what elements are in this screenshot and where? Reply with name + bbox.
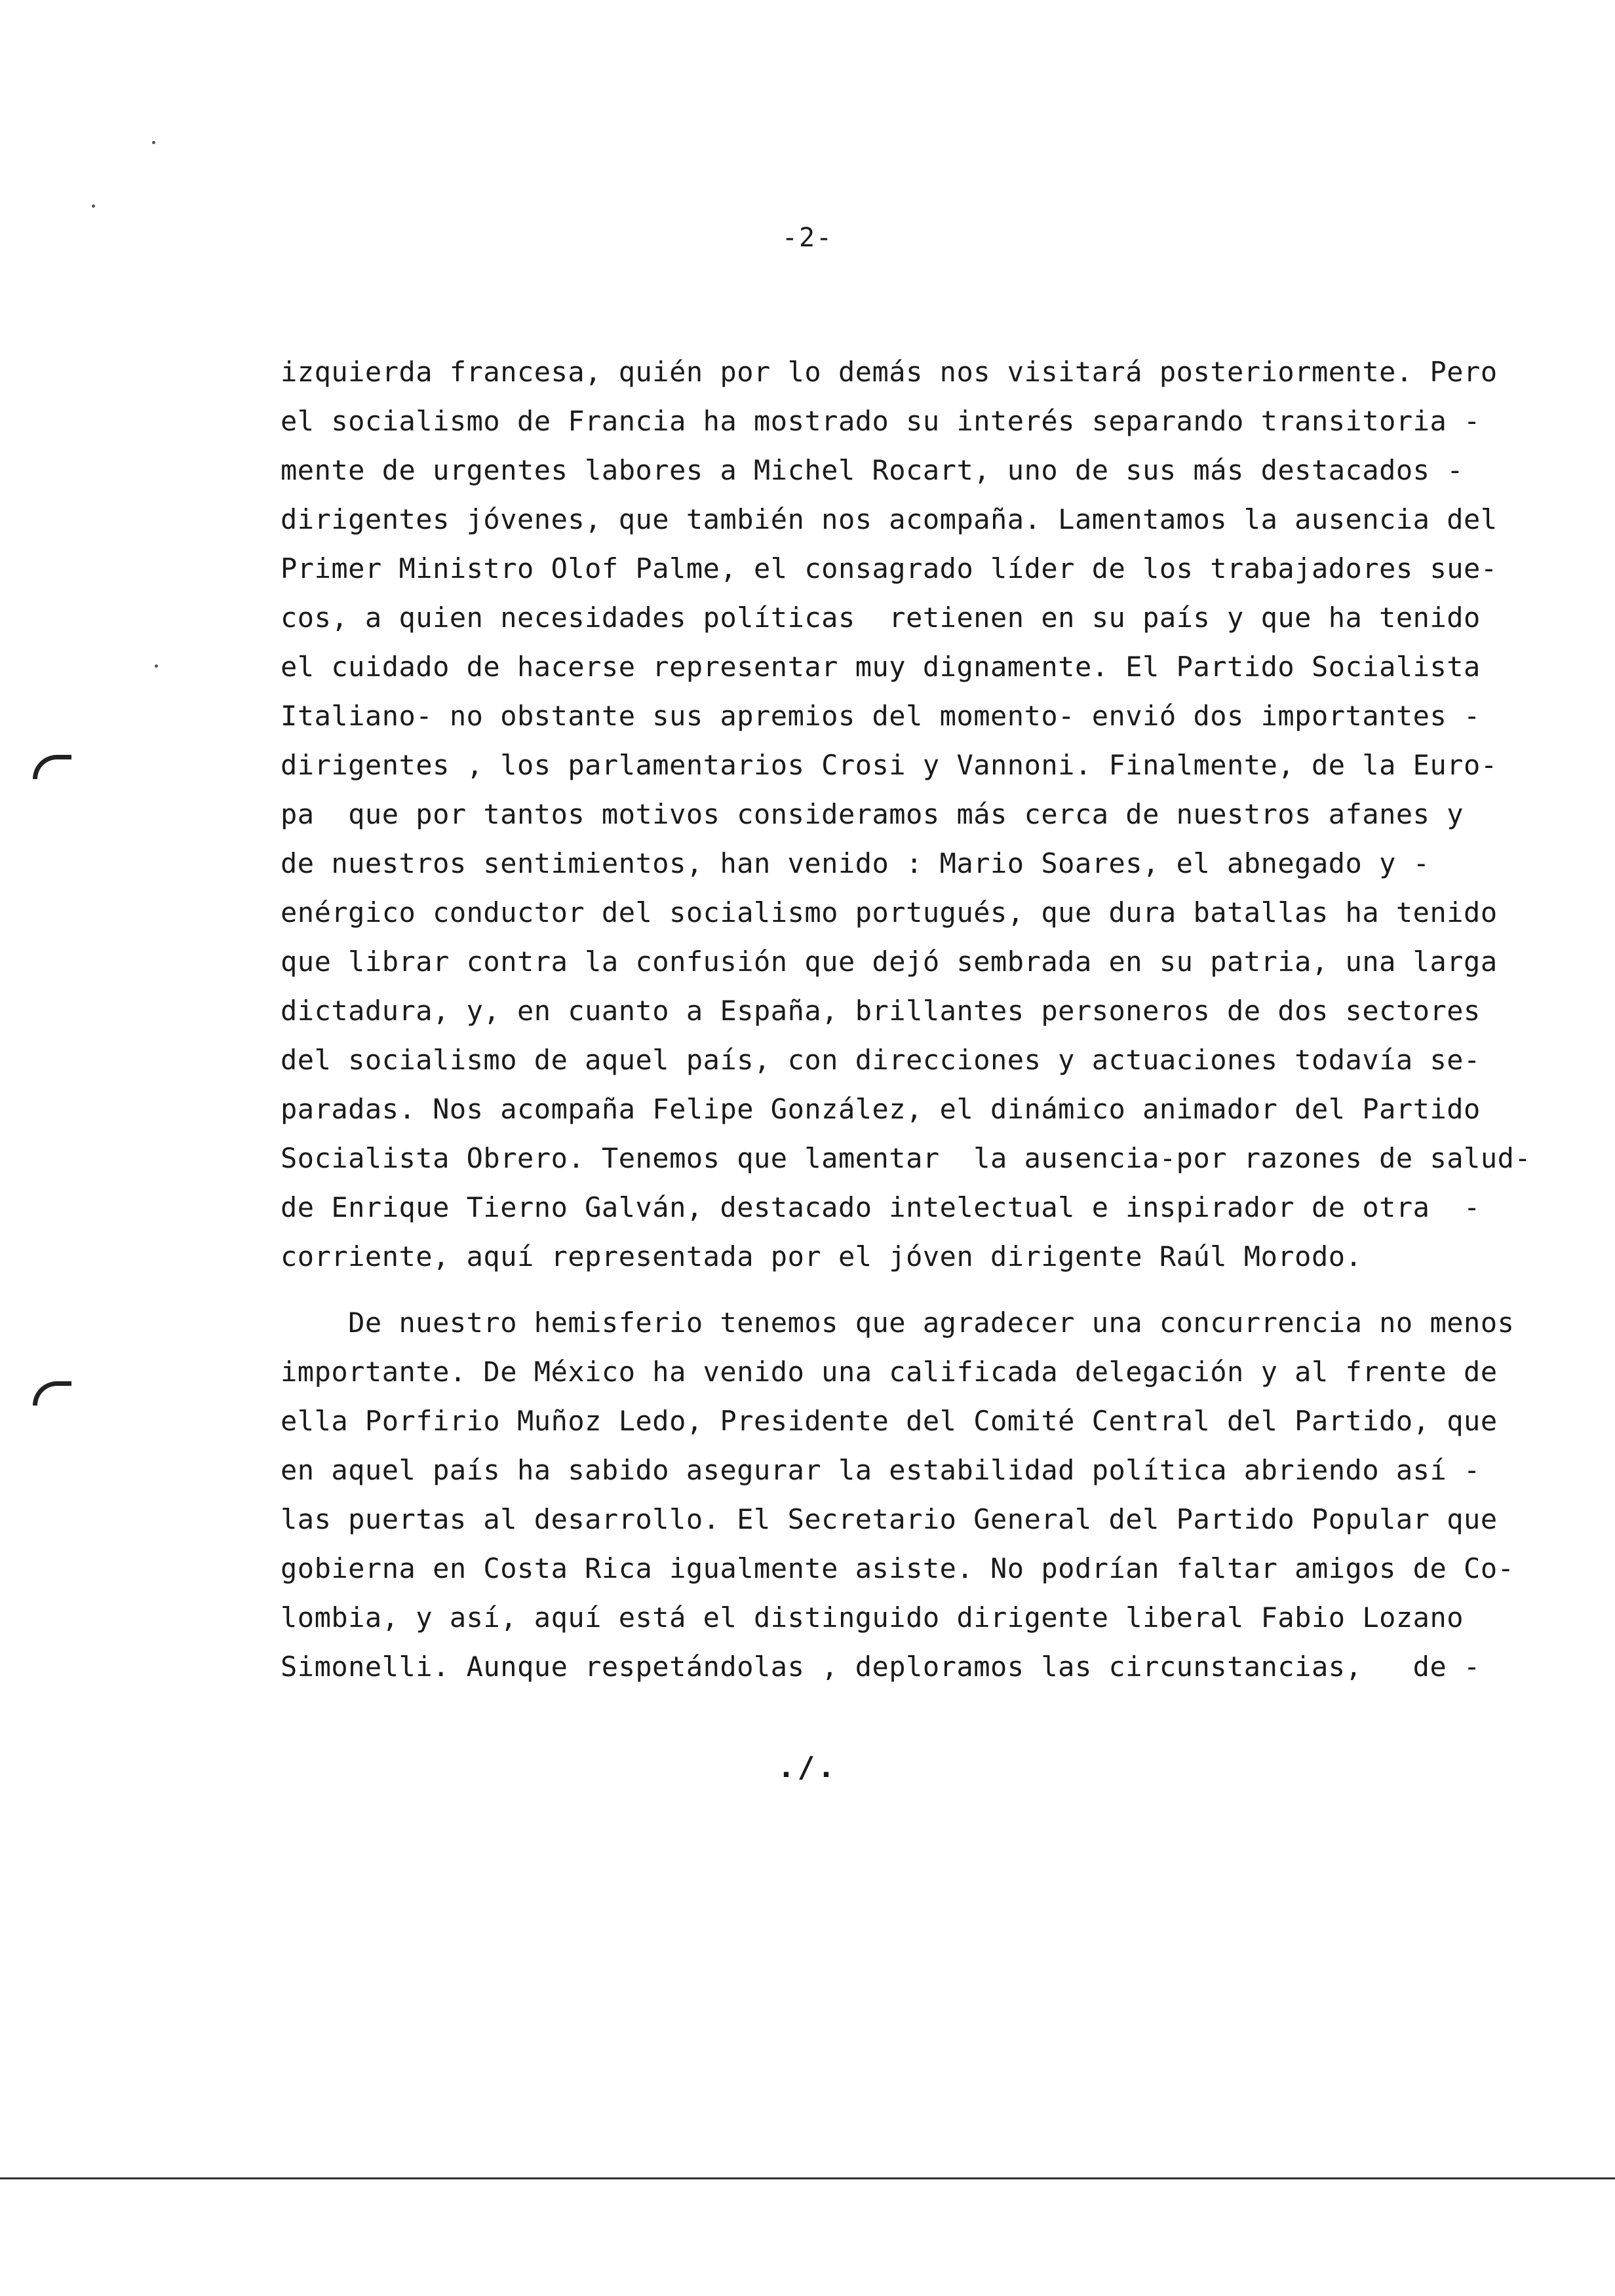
text-line: Primer Ministro Olof Palme, el consagrado líder de los trabajadores sue- [281,552,1498,584]
page-number: -2- [781,223,834,253]
text-line: el socialismo de Francia ha mostrado su interés separando transitoria - [281,405,1481,437]
text-line: Socialista Obrero. Tenemos que lamentar la ausencia-por razones de salud- [281,1142,1532,1174]
text-line: lombia, y así, aquí está el distinguido dirigente liberal Fabio Lozano [281,1601,1464,1634]
text-line: ella Porfirio Muñoz Ledo, Presidente del Comité Central del Partido, que [281,1405,1498,1437]
text-line: gobierna en Costa Rica igualmente asiste. No podrían faltar amigos de Co- [281,1552,1515,1584]
text-line: mente de urgentes labores a Michel Rocart, uno de sus más destacados - [281,454,1464,486]
margin-bracket-mark [33,1381,71,1406]
margin-bracket-mark [33,755,71,779]
continuation-mark: ./. [777,1751,838,1784]
text-line: Italiano- no obstante sus apremios del momento- envió dos importantes - [281,700,1481,732]
bottom-divider [0,2177,1615,2179]
text-line: cos, a quien necesidades políticas retienen en su país y que ha tenido [281,602,1481,634]
text-line: Simonelli. Aunque respetándolas , deploramos las circunstancias, de - [281,1651,1481,1683]
text-line: en aquel país ha sabido asegurar la estabilidad política abriendo así - [281,1454,1481,1486]
text-line: que librar contra la confusión que dejó sembrada en su patria, una larga [281,946,1498,978]
text-line: izquierda francesa, quién por lo demás nos visitará posteriormente. Pero [281,356,1498,388]
text-line: dictadura, y, en cuanto a España, brillantes personeros de dos sectores [281,995,1481,1027]
text-line: las puertas al desarrollo. El Secretario General del Partido Popular que [281,1503,1498,1535]
text-line: dirigentes jóvenes, que también nos acompaña. Lamentamos la ausencia del [281,503,1498,535]
text-line: del socialismo de aquel país, con direcciones y actuaciones todavía se- [281,1044,1481,1076]
paper-speck [152,141,155,144]
text-line: el cuidado de hacerse representar muy dignamente. El Partido Socialista [281,651,1481,683]
text-line: De nuestro hemisferio tenemos que agradecer una concurrencia no menos [281,1307,1515,1339]
paper-speck [155,664,158,668]
text-line: importante. De México ha venido una calificada delegación y al frente de [281,1356,1498,1388]
text-line: de nuestros sentimientos, han venido : Mario Soares, el abnegado y - [281,847,1430,879]
text-line: pa que por tantos motivos consideramos más cerca de nuestros afanes y [281,798,1464,830]
text-line: paradas. Nos acompaña Felipe González, el dinámico animador del Partido [281,1093,1481,1125]
text-line: de Enrique Tierno Galván, destacado intelectual e inspirador de otra - [281,1191,1481,1223]
text-line: dirigentes , los parlamentarios Crosi y Vannoni. Finalmente, de la Euro- [281,749,1498,781]
paragraph-1 [281,347,1531,1281]
text-line: enérgico conductor del socialismo portugués, que dura batallas ha tenido [281,896,1498,928]
text-line: corriente, aquí representada por el jóven dirigente Raúl Morodo. [281,1240,1363,1272]
paper-speck [92,204,95,208]
paragraph-2 [281,1298,1514,1691]
